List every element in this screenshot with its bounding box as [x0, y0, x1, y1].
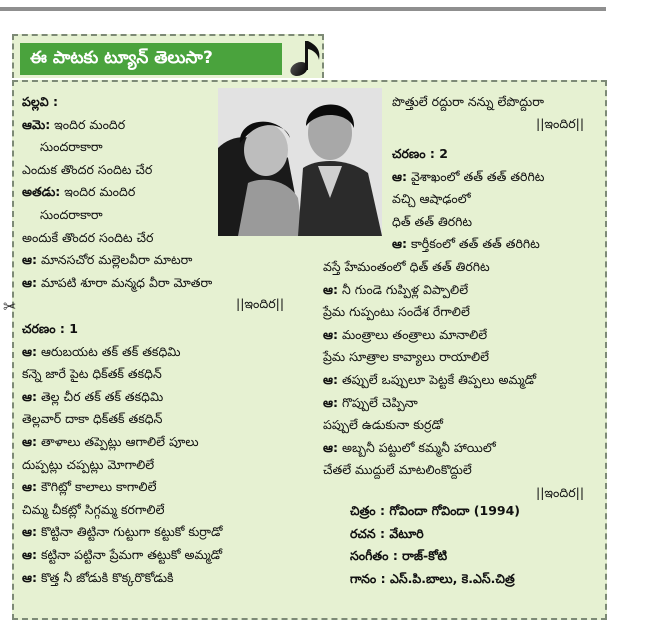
lyric-text: మానసచోర మల్లెలవీరా మాటరా — [36, 252, 193, 268]
lyric-text: నీ గుండె గుప్పిళ్ల విప్పాలిలే — [337, 281, 469, 297]
charanam-1-section — [22, 318, 222, 589]
speaker-label: అతడు: — [22, 184, 61, 200]
charanam-1-line — [22, 499, 222, 522]
lyric-text: పప్పులే ఉడుకునా కుర్రడో — [323, 417, 443, 433]
speaker-label: ఆ: — [392, 168, 407, 184]
speaker-label: ఆ: — [22, 433, 37, 449]
pallavi-section — [22, 91, 212, 294]
charanam-1-line — [22, 454, 222, 477]
speaker-label: ఆ: — [22, 524, 37, 540]
lyric-text: గొప్పులే చెప్పినా — [337, 394, 418, 410]
lyric-text: సుందరాకారా — [40, 206, 103, 222]
pallavi-line — [22, 272, 212, 295]
charanam-2-section — [392, 143, 544, 256]
charanam-2-cont-line — [323, 414, 536, 437]
charanam-1-line — [22, 408, 222, 431]
lyric-text: ధిత్ తత్ తిరగిట — [392, 213, 473, 229]
charanam-2-cont-line — [323, 324, 536, 347]
speaker-label: పల్లవి : — [22, 94, 58, 109]
lyric-text: ఎందుక తొందర సందిట చేర — [22, 161, 153, 177]
speaker-label: ఆ: — [392, 236, 407, 252]
credit-value: రాజ్-కోటి — [397, 548, 448, 564]
pallavi-line — [22, 91, 212, 114]
credit-key: గానం : — [350, 570, 386, 586]
credit-key: సంగీతం : — [350, 548, 398, 564]
charanam-1-line — [22, 521, 222, 544]
lyric-text: చేతలే ముద్దులే మాటలింకొద్దులే — [323, 462, 472, 478]
lyric-text: కన్నె జారే పైట ధిక్‌తక్ తకధిన్ — [22, 366, 162, 382]
charanam-2-line — [392, 143, 544, 166]
speaker-label: ఆ: — [22, 546, 37, 562]
charanam-1-line — [22, 431, 222, 454]
credit-value: ఎస్.పి.బాలు, కె.ఎస్.చిత్ర — [385, 570, 515, 586]
lyric-text: కొత్త నీ జోడుకి కొక్కరొకోడుకి — [36, 569, 174, 585]
speaker-label: ఆ: — [22, 343, 37, 359]
pallavi-line — [22, 136, 212, 159]
lyric-text: వస్తే హేమంతంలో ధిత్ తత్ తిరగిట — [323, 259, 490, 274]
charanam-1-line — [22, 341, 222, 364]
charanam-1-line — [22, 363, 222, 386]
credit-value: వేటూరి — [385, 525, 424, 541]
speaker-label: ఆ: — [323, 439, 338, 455]
speaker-label: ఆ: — [323, 371, 338, 387]
lyric-text: ప్రేమ గుప్పంటు సందేశ రేగాలిలే — [323, 304, 470, 320]
charanam-2-cont-line — [323, 279, 536, 302]
lyric-text: తప్పులే ఒప్పులూ పెట్టకే తిప్పలు అమ్మడో — [337, 371, 537, 387]
lyric-text: ఇందిర మందిర — [60, 184, 136, 200]
charanam-2-cont-line — [323, 459, 536, 482]
credit-key: చిత్రం : — [350, 503, 385, 518]
charanam-2-cont-line — [323, 369, 536, 392]
speaker-label: ఆ: — [22, 479, 37, 495]
speaker-label: ఆ: — [22, 569, 37, 585]
lyric-text: సుందరాకారా — [40, 139, 103, 155]
continuation-refrain: ||ఇందిర|| — [536, 116, 585, 131]
charanam-2-cont-line — [323, 256, 536, 279]
lyric-text: మంత్రాలు తంత్రాలు మానాలిలే — [337, 326, 488, 342]
lyric-text: కట్టినా పట్టినా ప్రేమగా తట్టుకో అమ్మడో — [36, 546, 223, 562]
charanam-2-cont-line — [323, 346, 536, 369]
charanam-2-cont-line — [323, 437, 536, 460]
charanam-2-line — [392, 166, 544, 189]
charanam-2-cont-line — [323, 392, 536, 415]
lyric-text: దుప్పట్లు చప్పట్లు మోగాలిలే — [22, 456, 155, 472]
pallavi-line — [22, 204, 212, 227]
pallavi-line — [22, 114, 212, 137]
lyric-text: తెల్లవార్ దాకా ధిక్‌తక్ తకధిన్ — [22, 411, 163, 427]
lyric-text: పొత్తులే రద్దురా నన్ను లేపొద్దురా — [392, 94, 544, 109]
lyric-text: చిమ్మ చీకట్లో సిగ్గమ్మ కరగాలిలే — [22, 501, 165, 517]
speaker-label: ఆ: — [323, 394, 338, 410]
title-banner — [12, 34, 324, 78]
credit-row — [350, 568, 520, 591]
credit-row — [350, 500, 520, 523]
charanam-1-line — [22, 318, 222, 341]
song-credits — [350, 500, 520, 590]
speaker-label: ఆ: — [323, 326, 338, 342]
speaker-label: ఆ: — [22, 252, 37, 268]
lyric-text: తెల్ల చీర తక్ తక్ తకధిమి — [36, 388, 164, 404]
lyric-text: ప్రేమ సూత్రాల కావ్యాలు రాయాలిలే — [323, 349, 489, 365]
lyric-text: ఆరుబయట తక్ తక్ తకధిమి — [36, 343, 181, 359]
credit-row — [350, 523, 520, 546]
pallavi-line — [22, 249, 212, 272]
pallavi-refrain: ||ఇందిర|| — [236, 296, 285, 311]
lyric-text: వైశాఖంలో తత్ తత్ తరిగిట — [406, 168, 545, 184]
charanam-1-line — [22, 567, 222, 590]
charanam-2-continued — [323, 256, 536, 482]
speaker-label: చరణం : 1 — [22, 321, 78, 336]
scissors-icon: ✂ — [3, 297, 17, 316]
charanam-2-cont-line — [323, 301, 536, 324]
credit-key: రచన : — [350, 525, 386, 541]
charanam-1-line — [22, 476, 222, 499]
charanam-2-line — [392, 211, 544, 234]
lyric-text: వచ్చి ఆషాఢంలో — [392, 191, 471, 207]
lyric-text: తాళాలు తప్పెట్లు ఆగాలిలే పూలు — [36, 433, 199, 449]
charanam-2-line — [392, 233, 544, 256]
lyric-text: కొట్టినా తిట్టినా గుట్టుగా కట్టుకో కుర్రాడో — [36, 524, 223, 540]
lyric-text: మాపటి శూరా మన్మధ వీరా మోతరా — [36, 274, 213, 290]
lyric-text: కార్తీకంలో తత్ తత్ తరిగిట — [406, 236, 540, 252]
lyric-text: ఇందిర మందిర — [50, 116, 126, 132]
lyric-text: కౌగిట్లో కాలాలు కాగాలిలే — [36, 479, 157, 495]
lyric-text: అబ్బనీ పట్టులో కమ్మనీ హాయిలో — [337, 439, 496, 455]
charanam-2-refrain: ||ఇందిర|| — [536, 485, 585, 500]
speaker-label: ఆ: — [22, 274, 37, 290]
page-title: ఈ పాటకు ట్యూన్ తెలుసా? — [20, 43, 282, 75]
speaker-label: ఆమె: — [22, 116, 51, 132]
charanam-1-line — [22, 386, 222, 409]
speaker-label: ఆ: — [323, 281, 338, 297]
pallavi-line — [22, 227, 212, 250]
top-divider — [0, 7, 606, 11]
charanam-2-line — [392, 188, 544, 211]
credit-value: గోవిందా గోవిందా (1994) — [385, 503, 520, 518]
pallavi-line — [22, 181, 212, 204]
credit-row — [350, 545, 520, 568]
music-note-icon — [286, 36, 326, 78]
speaker-label: చరణం : 2 — [392, 146, 448, 161]
pallavi-line — [22, 159, 212, 182]
continuation-lines — [392, 91, 544, 114]
continuation-line — [392, 91, 544, 114]
speaker-label: ఆ: — [22, 388, 37, 404]
charanam-1-line — [22, 544, 222, 567]
lyric-text: అందుకే తొందర సందిట చేర — [22, 229, 154, 245]
movie-still-photo — [218, 88, 382, 236]
